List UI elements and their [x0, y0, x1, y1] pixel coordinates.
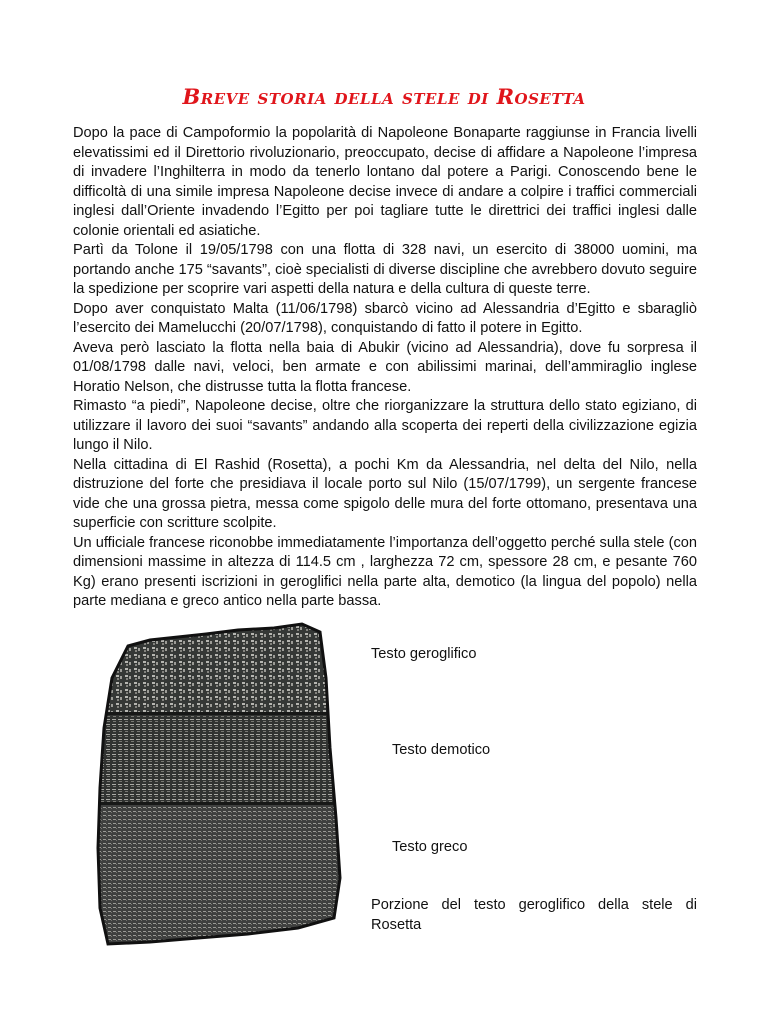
paragraph: Dopo aver conquistato Malta (11/06/1798) sbarcò vicino ad Alessandria d’Egitto e sbaragliò l’esercito dei Mamelucchi (20/07/1798), conquistando di fatto il potere in Egitto.: [73, 300, 697, 336]
page-title: Breve storia della stele di Rosetta: [182, 84, 586, 109]
paragraph: Un ufficiale francese riconobbe immediatamente l’importanza dell’oggetto perché sulla stele (con dimensioni massime in altezza di 114.5 cm , larghezza 72 cm, spessore 28 cm, e pesante 760 Kg) erano presenti iscrizioni in geroglifici nella parte alta, demotico (la lingua del popolo) nella parte mediana e greco antico nella parte bassa.: [73, 534, 697, 609]
label-demotic: Testo demotico: [392, 742, 491, 758]
paragraph: Aveva però lasciato la flotta nella baia di Abukir (vicino ad Alessandria), dove fu sorpresa il 01/08/1798 dalle navi, veloci, ben armate e con abilissimi marinai, dell’ammiraglio inglese Horatio Nelson, che distrusse tutta la flotta francese.: [73, 339, 697, 395]
label-greek: Testo greco: [392, 839, 468, 855]
paragraph: Rimasto “a piedi”, Napoleone decise, oltre che riorganizzare la struttura dello stato egiziano, di utilizzare il lavoro dei suoi “savants” andando alla scoperta dei reperti della civilizzazione egizia lungo il Nilo.: [73, 398, 697, 453]
label-hieroglyphic: Testo geroglifico: [371, 646, 477, 662]
paragraph: Nella cittadina di El Rashid (Rosetta), a pochi Km da Alessandria, nel delta del Nilo, nella distruzione del forte che presidiava il locale porto sul Nilo (15/07/1799), un sergente francese vide che una grossa pietra, messa come spigolo delle mura del forte ottomano, presentava una superficie con scritture scolpite.: [73, 456, 697, 531]
body-text: [73, 124, 697, 612]
paragraph: Dopo la pace di Campoformio la popolarità di Napoleone Bonaparte raggiunse in Francia livelli elevatissimi ed il Direttorio rivoluzionario, preoccupato, decise di affidare a Napoleone l’impresa di invadere l’Inghilterra in modo da tenerlo lontano dal potere a Parigi. Conoscendo bene le difficoltà di una simile impresa Napoleone decise invece di andare a colpire i traffici commerciali inglesi dall’Oriente invadendo l’Egitto per poi tagliare tutte le direttrici dei traffici inglesi dalle colonie orientali ed asiatiche.: [73, 125, 697, 239]
rosetta-stone-icon: [88, 618, 358, 950]
figure-caption: Porzione del testo geroglifico della stele di Rosetta: [371, 897, 697, 933]
paragraph: Partì da Tolone il 19/05/1798 con una flotta di 328 navi, un esercito di 38000 uomini, ma portando anche 175 “savants”, cioè specialisti di diverse discipline che avrebbero dovuto seguire la spedizione per scoprire vari aspetti della natura e della cultura di queste terre.: [73, 242, 697, 297]
